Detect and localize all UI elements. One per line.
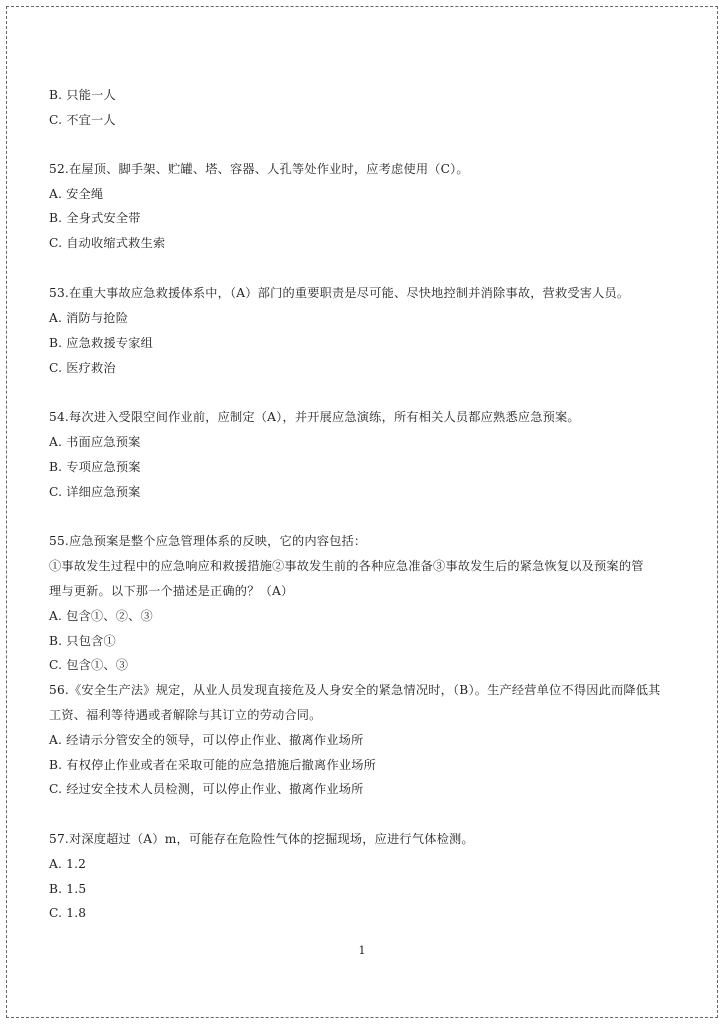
question-52: 52.在屋顶、脚手架、贮罐、塔、容器、人孔等处作业时，应考虑使用（C）。 <box>49 162 469 176</box>
question-56: 56.《安全生产法》规定，从业人员发现直接危及人身安全的紧急情况时，（B）。生产经营单位不得因此而降低其 <box>49 683 661 697</box>
option-line: C. 包含①、③ <box>49 658 129 672</box>
option-line: B. 专项应急预案 <box>49 460 141 474</box>
option-line: A. 消防与抢险 <box>49 311 129 325</box>
option-line: B. 应急救援专家组 <box>49 336 154 350</box>
option-line: B. 全身式安全带 <box>49 211 141 225</box>
question-55-text: ①事故发生过程中的应急响应和救援措施②事故发生前的各种应急准备③事故发生后的紧急恢复以及预案的管 <box>49 559 644 573</box>
option-line: B. 只能一人 <box>49 88 116 102</box>
option-line: C. 经过安全技术人员检测，可以停止作业、撤离作业场所 <box>49 782 364 796</box>
option-line: C. 不宜一人 <box>49 113 116 127</box>
question-54: 54.每次进入受限空间作业前，应制定（A），并开展应急演练，所有相关人员都应熟悉应急预案。 <box>49 410 580 424</box>
option-line: A. 安全绳 <box>49 187 104 201</box>
option-line: A. 1.2 <box>49 857 87 871</box>
question-55-text: 理与更新。以下那一个描述是正确的？（A） <box>49 584 294 598</box>
option-line: B. 有权停止作业或者在采取可能的应急措施后撤离作业场所 <box>49 758 376 772</box>
question-56-text: 工资、福利等待遇或者解除与其订立的劳动合同。 <box>49 708 322 722</box>
option-line: A. 书面应急预案 <box>49 435 141 449</box>
page-number: 1 <box>358 944 366 957</box>
option-line: B. 只包含① <box>49 634 116 648</box>
option-line: A. 包含①、②、③ <box>49 609 153 623</box>
option-line: A. 经请示分管安全的领导，可以停止作业、撤离作业场所 <box>49 733 364 747</box>
option-line: C. 医疗救治 <box>49 361 116 375</box>
question-55: 55.应急预案是整个应急管理体系的反映，它的内容包括： <box>49 534 367 548</box>
question-57: 57.对深度超过（A）m，可能存在危险性气体的挖掘现场，应进行气体检测。 <box>49 832 474 846</box>
option-line: C. 详细应急预案 <box>49 485 141 499</box>
question-53: 53.在重大事故应急救援体系中，（A）部门的重要职责是尽可能、尽快地控制并消除事故，营救受害人员。 <box>49 286 630 300</box>
option-line: C. 1.8 <box>49 906 87 920</box>
page-border <box>6 6 718 1018</box>
option-line: C. 自动收缩式救生索 <box>49 236 166 250</box>
option-line: B. 1.5 <box>49 882 87 896</box>
